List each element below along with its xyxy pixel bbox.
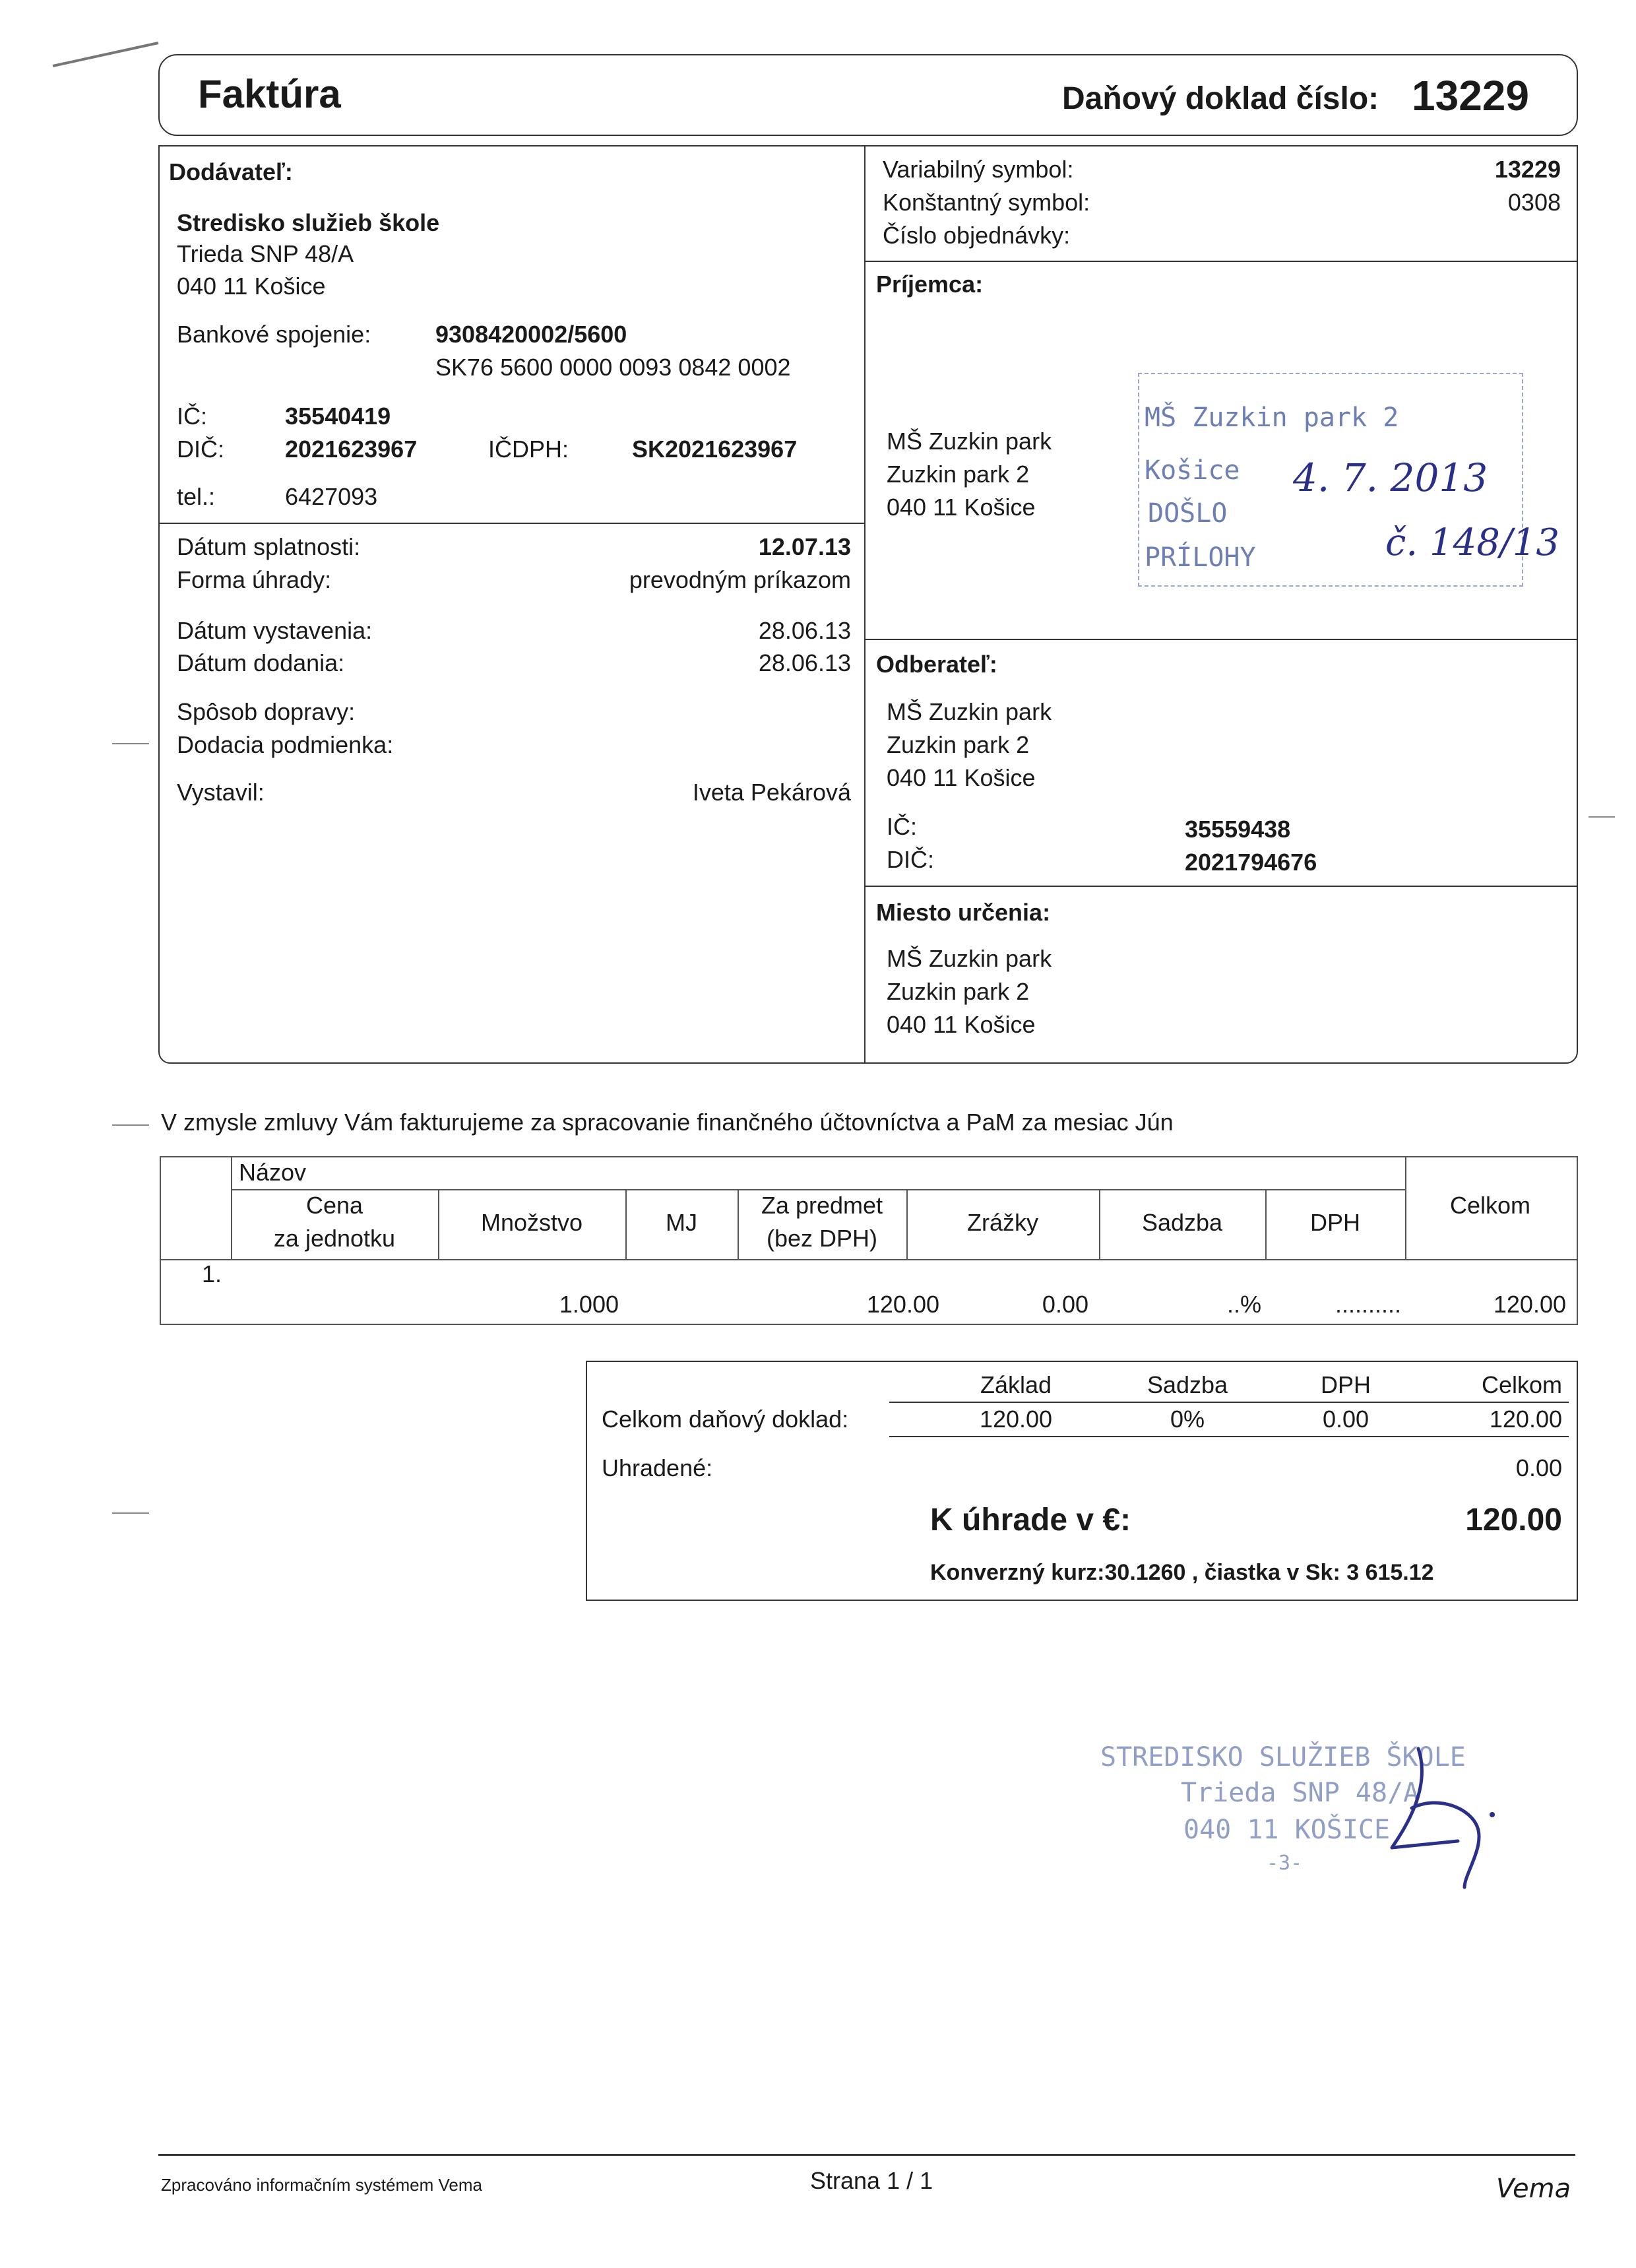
supplier-stamp-line1: STREDISKO SLUŽIEB ŠKOLE — [1100, 1742, 1466, 1772]
customer-heading: Odberateľ: — [876, 651, 997, 678]
fold-mark — [112, 743, 149, 744]
row-quantity: 1.000 — [559, 1291, 619, 1318]
bank-label: Bankové spojenie: — [177, 321, 371, 348]
staple-mark — [46, 36, 165, 76]
due-date: 12.07.13 — [758, 533, 851, 560]
receipt-number-handwritten: č. 148/13 — [1385, 521, 1559, 564]
issued-by: Iveta Pekárová — [692, 779, 851, 806]
paid-label: Uhradené: — [602, 1454, 713, 1481]
invoice-title: Faktúra — [198, 72, 341, 116]
tax-doc-number: 13229 — [1412, 72, 1529, 119]
variable-symbol-label: Variabilný symbol: — [883, 156, 1074, 183]
receipt-stamp-line2: Košice — [1145, 455, 1240, 486]
col-header-subject-1: Za predmet — [761, 1192, 883, 1219]
destination-city: 040 11 Košice — [887, 1011, 1036, 1038]
iban: SK76 5600 0000 0093 0842 0002 — [435, 354, 791, 381]
conversion-rate: Konverzný kurz:30.1260 , čiastka v Sk: 3 615.12 — [930, 1560, 1434, 1585]
amount-due-label: K úhrade v €: — [930, 1503, 1131, 1538]
paid-amount: 0.00 — [1515, 1454, 1562, 1481]
invoice-description: V zmysle zmluvy Vám fakturujeme za spracovanie finančného účtovníctva a PaM za mesiac Jún — [161, 1109, 1174, 1136]
payment-method: prevodným príkazom — [629, 566, 851, 593]
summary-total: 120.00 — [1489, 1406, 1562, 1433]
supplier-stamp-line4: -3- — [1267, 1852, 1303, 1875]
issue-date-label: Dátum vystavenia: — [177, 617, 373, 644]
fold-mark — [112, 1124, 149, 1126]
supplier-bottom-line — [158, 523, 864, 524]
supplier-stamp-line3: 040 11 KOŠICE — [1183, 1815, 1391, 1845]
customer-bottom-line — [864, 886, 1577, 887]
payment-method-label: Forma úhrady: — [177, 566, 332, 593]
customer-ico: 35559438 — [1185, 816, 1291, 843]
row-subject-amount: 120.00 — [866, 1291, 939, 1318]
issue-date: 28.06.13 — [758, 617, 851, 644]
customer-city: 040 11 Košice — [887, 764, 1036, 791]
delivery-condition-label: Dodacia podmienka: — [177, 731, 394, 758]
recipient-city: 040 11 Košice — [887, 494, 1036, 521]
footer-software-note: Zpracováno informačním systémem Vema — [161, 2175, 482, 2195]
col-header-rate: Sadzba — [1141, 1209, 1223, 1236]
customer-ico-label: IČ: — [887, 813, 918, 840]
supplier-dic-label: DIČ: — [177, 436, 224, 463]
delivery-date-label: Dátum dodania: — [177, 649, 345, 676]
row-rate: ..% — [1226, 1291, 1261, 1318]
constant-symbol-label: Konštantný symbol: — [883, 189, 1090, 216]
customer-dic-label: DIČ: — [887, 846, 934, 873]
receipt-stamp-line1: MŠ Zuzkin park 2 — [1145, 403, 1399, 433]
table-header-bottom-line — [160, 1259, 1577, 1260]
info-divider-vertical — [864, 145, 865, 1062]
supplier-icdph: SK2021623967 — [632, 436, 798, 463]
summary-col-base: Základ — [980, 1371, 1052, 1398]
destination-name: MŠ Zuzkin park — [887, 945, 1052, 972]
summary-col-rate: Sadzba — [1147, 1371, 1228, 1398]
recipient-name: MŠ Zuzkin park — [887, 428, 1052, 455]
col-header-unit-price-1: Cena — [305, 1192, 363, 1219]
receipt-date-handwritten: 4. 7. 2013 — [1293, 455, 1488, 500]
row-deductions: 0.00 — [1042, 1291, 1088, 1318]
summary-col-total: Celkom — [1481, 1371, 1562, 1398]
constant-symbol: 0308 — [1507, 189, 1561, 216]
summary-total-line — [889, 1436, 1569, 1437]
footer-line — [158, 2154, 1575, 2156]
fold-mark — [1589, 816, 1615, 818]
col-header-unit-price-2: za jednotku — [273, 1225, 396, 1252]
col-header-vat: DPH — [1309, 1209, 1360, 1236]
due-date-label: Dátum splatnosti: — [177, 533, 361, 560]
row-index: 1. — [202, 1260, 222, 1287]
col-header-quantity: Množstvo — [480, 1209, 583, 1236]
supplier-icdph-label: IČDPH: — [488, 436, 569, 463]
bank-account: 9308420002/5600 — [435, 321, 627, 348]
summary-col-vat: DPH — [1320, 1371, 1371, 1398]
customer-name: MŠ Zuzkin park — [887, 698, 1052, 725]
info-box — [158, 145, 1578, 1064]
supplier-street: Trieda SNP 48/A — [177, 240, 354, 267]
summary-vat: 0.00 — [1322, 1406, 1369, 1433]
table-name-row-line — [231, 1189, 1405, 1190]
delivery-date: 28.06.13 — [758, 649, 851, 676]
supplier-tel: 6427093 — [285, 483, 378, 510]
page-number: Strana 1 / 1 — [810, 2167, 933, 2194]
supplier-dic: 2021623967 — [285, 436, 418, 463]
receipt-stamp-line4: PRÍLOHY — [1145, 542, 1256, 573]
col-header-unit: MJ — [666, 1209, 697, 1236]
summary-rate: 0% — [1170, 1406, 1205, 1433]
supplier-name: Stredisko služieb škole — [177, 209, 440, 236]
symbols-bottom-line — [864, 261, 1577, 262]
issued-by-label: Vystavil: — [177, 779, 265, 806]
col-header-deductions: Zrážky — [967, 1209, 1038, 1236]
vema-logo: Vema — [1496, 2174, 1571, 2204]
destination-street: Zuzkin park 2 — [887, 978, 1030, 1005]
destination-heading: Miesto určenia: — [876, 899, 1051, 926]
col-header-total: Celkom — [1449, 1192, 1531, 1219]
col-header-name: Názov — [239, 1159, 307, 1186]
supplier-city: 040 11 Košice — [177, 273, 326, 300]
fold-mark — [112, 1512, 149, 1514]
row-total: 120.00 — [1493, 1291, 1566, 1318]
tax-doc-label: Daňový doklad číslo: — [1062, 81, 1379, 116]
order-number-label: Číslo objednávky: — [883, 222, 1071, 249]
supplier-tel-label: tel.: — [177, 483, 216, 510]
transport-label: Spôsob dopravy: — [177, 698, 356, 725]
supplier-ico-label: IČ: — [177, 403, 208, 430]
summary-total-label: Celkom daňový doklad: — [602, 1406, 849, 1433]
variable-symbol: 13229 — [1494, 156, 1561, 183]
recipient-heading: Príjemca: — [876, 271, 984, 298]
receipt-stamp-line3: DOŠLO — [1148, 498, 1228, 529]
amount-due: 120.00 — [1465, 1503, 1562, 1538]
recipient-street: Zuzkin park 2 — [887, 461, 1030, 488]
customer-street: Zuzkin park 2 — [887, 731, 1030, 758]
supplier-heading: Dodávateľ: — [169, 158, 293, 185]
customer-dic: 2021794676 — [1185, 849, 1317, 876]
supplier-stamp-line2: Trieda SNP 48/A — [1181, 1778, 1420, 1808]
recipient-bottom-line — [864, 639, 1577, 640]
row-vat: .......... — [1335, 1291, 1401, 1318]
summary-base: 120.00 — [979, 1406, 1053, 1433]
supplier-ico: 35540419 — [285, 403, 391, 430]
signature-mark — [1379, 1729, 1511, 1894]
summary-header-line — [889, 1402, 1569, 1403]
col-header-subject-2: (bez DPH) — [766, 1225, 878, 1252]
